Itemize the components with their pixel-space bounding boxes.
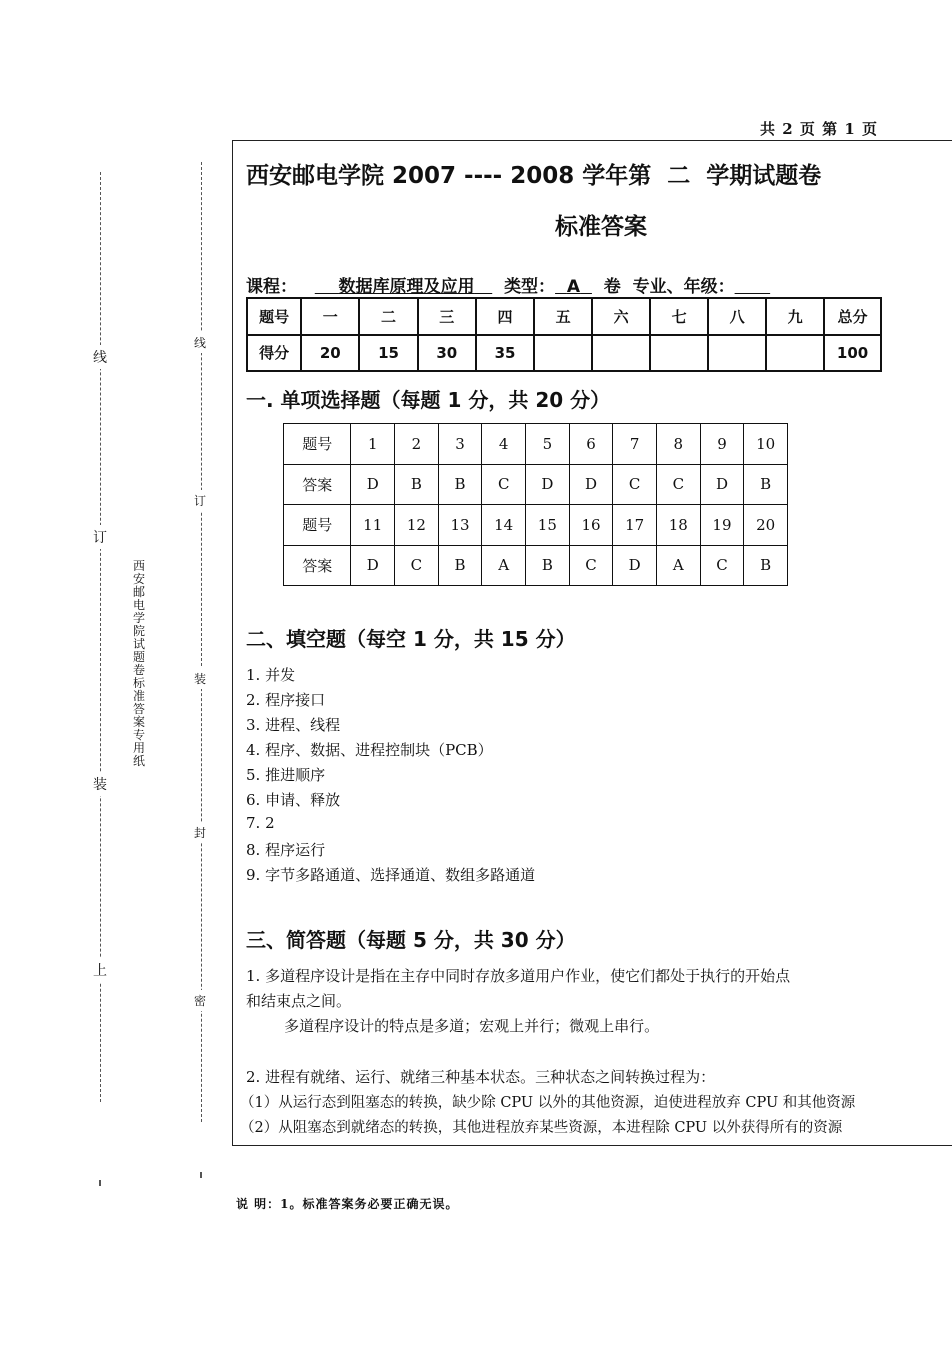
- score-table: [246, 297, 882, 372]
- score-cell: 15: [359, 335, 417, 372]
- score-cell: 题号: [247, 298, 301, 335]
- score-header-row: [247, 298, 881, 335]
- short-answer-line: 和结束点之间。: [246, 992, 352, 1010]
- choice-row: [284, 424, 788, 465]
- fill-answer-item: 4. 程序、数据、进程控制块（PCB）: [246, 741, 493, 759]
- choice-row: [284, 464, 788, 505]
- inner-label-ding: 订: [194, 490, 206, 511]
- inner-line-end-mark: [200, 1172, 202, 1178]
- fill-answer-item: 7. 2: [246, 814, 275, 832]
- choice-cell: 11: [351, 505, 395, 546]
- choice-cell: 14: [482, 505, 526, 546]
- choice-cell: D: [569, 464, 613, 505]
- outer-label-shang: 上: [93, 958, 107, 982]
- short-answer-line: 多道程序设计的特点是多道；宏观上并行；微观上串行。: [246, 1017, 660, 1035]
- score-cell: 总分: [824, 298, 881, 335]
- choice-cell: D: [351, 545, 395, 586]
- grade-blank: [735, 277, 771, 297]
- choice-cell: 5: [526, 424, 570, 465]
- inner-binding-line: [201, 162, 202, 1122]
- choice-cell: B: [744, 464, 788, 505]
- fill-answer-item: 6. 申请、释放: [246, 791, 341, 809]
- choice-cell: 10: [744, 424, 788, 465]
- score-cell: 八: [708, 298, 766, 335]
- exam-subtitle: 标准答案: [555, 214, 647, 240]
- course-name: 数据库原理及应用: [338, 277, 475, 297]
- choice-cell: A: [656, 545, 700, 586]
- choice-cell: 17: [613, 505, 657, 546]
- choice-cell: 6: [569, 424, 613, 465]
- choice-cell: C: [613, 464, 657, 505]
- short-answer-line: （1）从运行态到阻塞态的转换，缺少除 CPU 以外的其他资源，迫使进程放弃 CPU 和其他资源: [240, 1095, 856, 1111]
- choice-cell: D: [700, 464, 744, 505]
- score-cell: 20: [301, 335, 359, 372]
- choice-row-label: 答案: [284, 545, 351, 586]
- inner-label-mi: 密: [194, 990, 206, 1011]
- choice-cell: 4: [482, 424, 526, 465]
- choice-cell: C: [656, 464, 700, 505]
- score-cell: 六: [592, 298, 650, 335]
- choice-cell: 18: [656, 505, 700, 546]
- choice-cell: 8: [656, 424, 700, 465]
- outer-label-zhuang: 装: [93, 772, 107, 796]
- choice-cell: D: [526, 464, 570, 505]
- inner-label-feng: 封: [194, 822, 206, 843]
- type-suffix: 卷 专业、年级：: [603, 277, 735, 297]
- score-cell: 二: [359, 298, 417, 335]
- score-cell: 七: [650, 298, 708, 335]
- choice-cell: 12: [395, 505, 439, 546]
- score-cell: 九: [766, 298, 824, 335]
- choice-cell: A: [482, 545, 526, 586]
- score-cell: [592, 335, 650, 372]
- fill-answer-item: 5. 推进顺序: [246, 766, 326, 784]
- choice-row-label: 题号: [284, 424, 351, 465]
- score-cell: 四: [476, 298, 534, 335]
- page-counter: 共 2 页 第 1 页: [760, 120, 878, 138]
- choice-cell: 7: [613, 424, 657, 465]
- score-cell: 五: [534, 298, 592, 335]
- choice-row: [284, 505, 788, 546]
- margin-vertical-text: 西安邮电学院试题卷标准答案专用纸: [133, 559, 146, 768]
- short-answer-line: （2）从阻塞态到就绪态的转换，其他进程放弃某些资源，本进程除 CPU 以外获得所有的资源: [240, 1120, 843, 1136]
- choice-cell: 13: [438, 505, 482, 546]
- course-label: 课程：: [246, 277, 297, 297]
- course-line: [246, 272, 770, 297]
- short-answer-line: 1. 多道程序设计是指在主存中同时存放多道用户作业，使它们都处于执行的开始点: [246, 967, 791, 985]
- choice-cell: C: [482, 464, 526, 505]
- choice-cell: 15: [526, 505, 570, 546]
- choice-cell: 2: [395, 424, 439, 465]
- choice-cell: C: [700, 545, 744, 586]
- score-cell: 100: [824, 335, 881, 372]
- section2-title: 二、填空题（每空 1 分，共 15 分）: [246, 627, 576, 651]
- choice-cell: B: [526, 545, 570, 586]
- outer-label-xian: 线: [93, 345, 107, 369]
- score-cell: 一: [301, 298, 359, 335]
- choice-cell: 1: [351, 424, 395, 465]
- choice-cell: 16: [569, 505, 613, 546]
- choice-cell: B: [438, 464, 482, 505]
- inner-label-zhuang: 装: [194, 668, 206, 689]
- choice-cell: 3: [438, 424, 482, 465]
- type-label: 类型：: [504, 277, 556, 297]
- outer-line-end-mark: [99, 1180, 101, 1186]
- score-cell: 35: [476, 335, 534, 372]
- choice-cell: D: [351, 464, 395, 505]
- choice-cell: B: [744, 545, 788, 586]
- inner-label-xian: 线: [194, 332, 206, 353]
- section1-title: 一. 单项选择题（每题 1 分，共 20 分）: [246, 388, 611, 412]
- choice-cell: B: [395, 464, 439, 505]
- exam-title: 西安邮电学院 2007 ---- 2008 学年第 二 学期试题卷: [246, 163, 822, 189]
- choice-cell: 20: [744, 505, 788, 546]
- footer-note: 说 明：1。标准答案务必要正确无误。: [236, 1197, 459, 1211]
- fill-answer-item: 1. 并发: [246, 666, 296, 684]
- score-cell: 得分: [247, 335, 301, 372]
- choice-row-label: 答案: [284, 464, 351, 505]
- score-values-row: [247, 335, 881, 372]
- score-cell: 30: [418, 335, 476, 372]
- choice-row-label: 题号: [284, 505, 351, 546]
- fill-answer-item: 8. 程序运行: [246, 841, 326, 859]
- score-cell: [708, 335, 766, 372]
- choice-answer-table: [283, 423, 788, 586]
- choice-cell: B: [438, 545, 482, 586]
- choice-cell: D: [613, 545, 657, 586]
- type-value: A: [566, 277, 581, 297]
- fill-answer-item: 2. 程序接口: [246, 691, 326, 709]
- fill-answer-item: 3. 进程、线程: [246, 716, 341, 734]
- choice-cell: 9: [700, 424, 744, 465]
- score-cell: [650, 335, 708, 372]
- score-cell: [766, 335, 824, 372]
- outer-label-ding: 订: [93, 525, 107, 549]
- choice-cell: C: [395, 545, 439, 586]
- score-cell: 三: [418, 298, 476, 335]
- choice-cell: C: [569, 545, 613, 586]
- choice-cell: 19: [700, 505, 744, 546]
- score-cell: [534, 335, 592, 372]
- short-answer-line: 2. 进程有就绪、运行、就绪三种基本状态。三种状态之间转换过程为：: [246, 1068, 716, 1086]
- fill-answer-item: 9. 字节多路通道、选择通道、数组多路通道: [246, 866, 536, 884]
- section3-title: 三、简答题（每题 5 分，共 30 分）: [246, 928, 576, 952]
- choice-row: [284, 545, 788, 586]
